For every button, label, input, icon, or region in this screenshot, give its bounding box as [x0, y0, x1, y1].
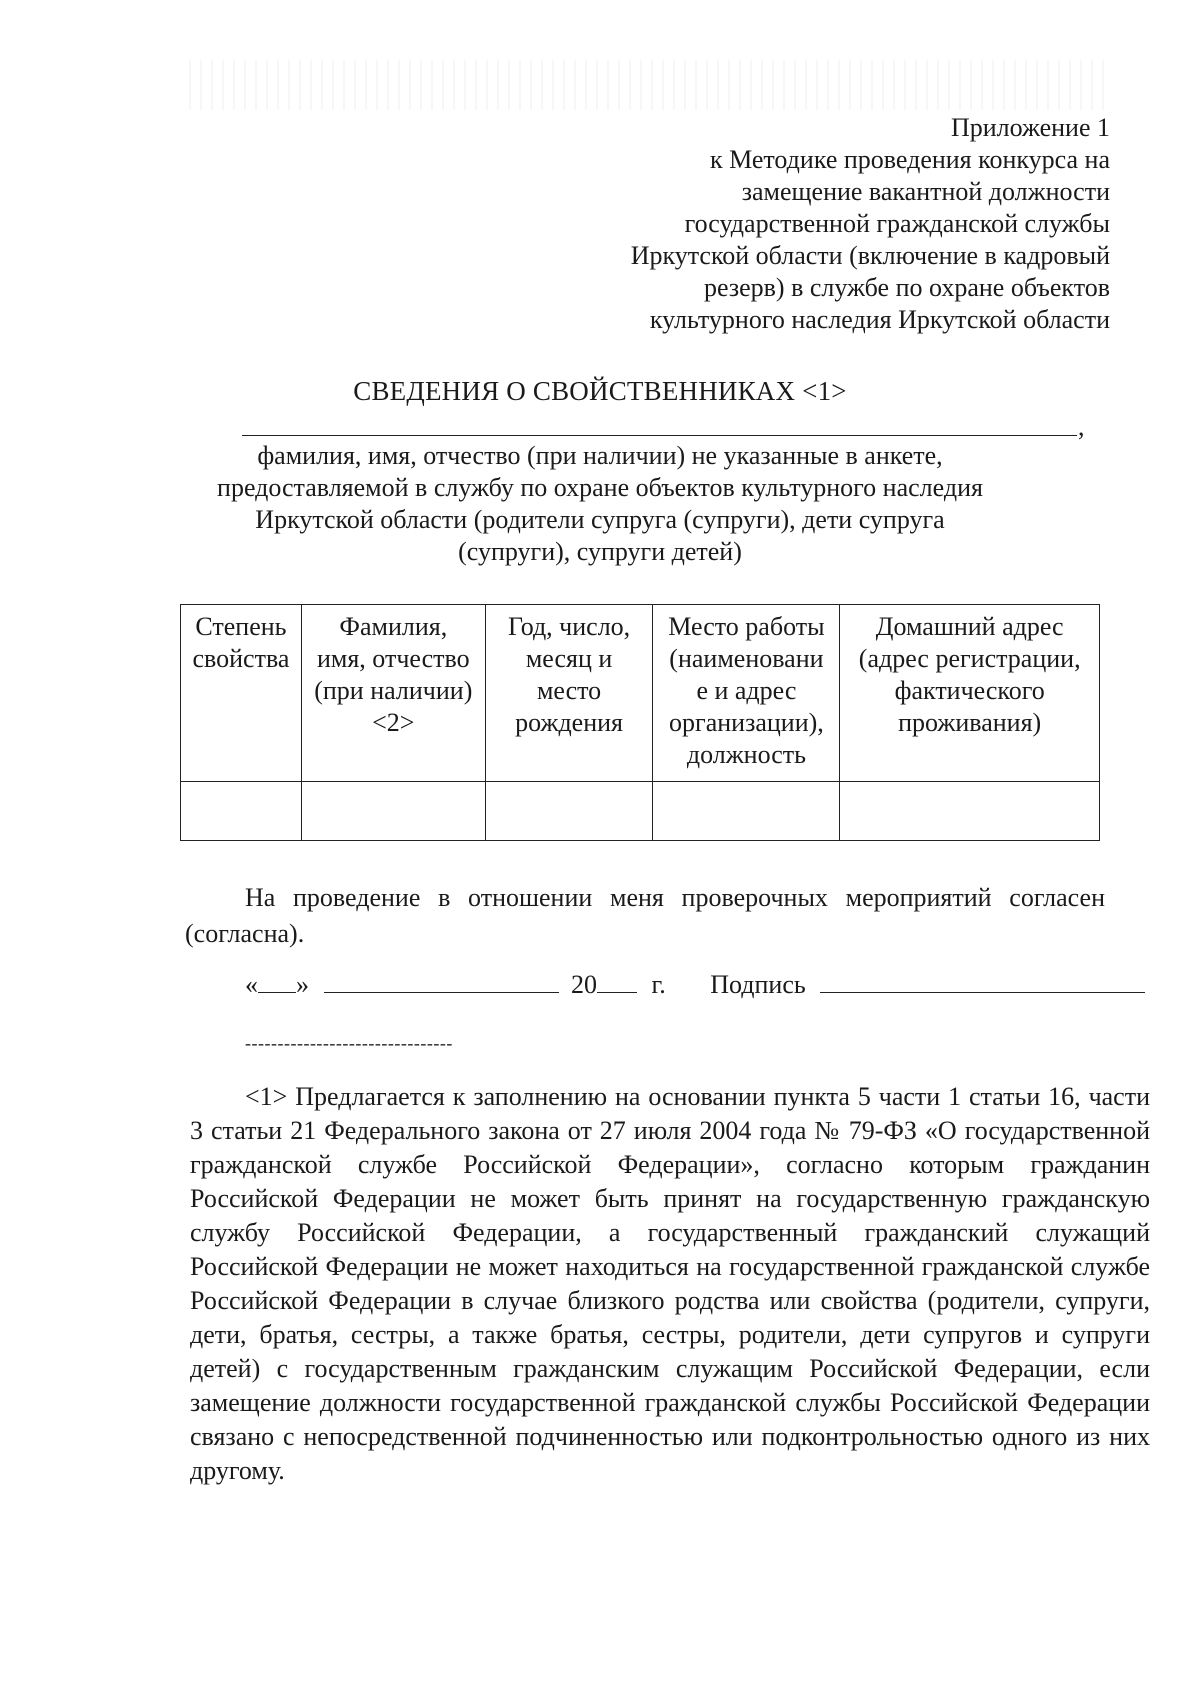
header-text: рождения [515, 708, 623, 737]
header-text: (адрес регистрации, [858, 644, 1081, 673]
header-text: свойства [192, 644, 290, 673]
caption-line: фамилия, имя, отчество (при наличии) не указанные в анкете, [257, 441, 943, 470]
consent-statement: На проведение в отношении меня проверочных мероприятий согласен (согласна). [185, 883, 1105, 948]
table-header-row [181, 605, 1100, 782]
header-text: фактического [894, 676, 1045, 705]
header-degree [181, 605, 302, 782]
annex-line: государственной гражданской службы [684, 209, 1110, 238]
name-blank-field[interactable] [242, 405, 1077, 436]
annex-line: резерв) в службе по охране объектов [703, 273, 1110, 302]
header-text: <2> [372, 708, 415, 737]
document-title: СВЕДЕНИЯ О СВОЙСТВЕННИКАХ <1> [353, 376, 847, 406]
header-address [840, 605, 1100, 782]
header-text: Домашний адрес [875, 612, 1064, 641]
table-cell-empty[interactable] [840, 782, 1100, 841]
year-blank[interactable] [597, 972, 637, 993]
table-cell-empty[interactable] [301, 782, 485, 841]
header-text: (при наличии) [314, 676, 473, 705]
table-cell-empty[interactable] [653, 782, 840, 841]
header-text: имя, отчество [316, 644, 470, 673]
table-cell-empty[interactable] [181, 782, 302, 841]
signature-label: Подпись [710, 970, 806, 999]
date-signature-line [245, 970, 1145, 1000]
annex-line: культурного наследия Иркутской области [649, 305, 1110, 334]
relatives-table [180, 604, 1100, 841]
footnote-separator: -------------------------------- [245, 1033, 453, 1053]
footnote-1: <1> Предлагается к заполнению на основании пункта 5 части 1 статьи 16, части 3 статьи 21 Федерального закона от 27 июля 2004 года № 79-ФЗ «О государственной гражданской службе Российской Федерации», согласно которым гражданин Российской Федерации не может быть принят на государственную гражданскую службу Российской Федерации, а государственный гражданский служащий Российской Федерации не может находиться на государственной гражданской службе Российской Федерации в случае близкого родства или свойства (родители, супруги, дети, братья, сестры, а также братья, сестры, родители, дети супругов и супруги детей) с государственным гражданским служащим Российской Федерации, если замещение должности государственной гражданской службы Российской Федерации связано с непосредственной подчиненностью или подконтрольностью одного из них другому. [190, 1082, 1150, 1485]
header-workplace [653, 605, 840, 782]
annex-line: Приложение 1 [950, 113, 1110, 142]
annex-header [410, 112, 1110, 336]
caption-line: (супруги), супруги детей) [458, 537, 742, 566]
header-birth [485, 605, 653, 782]
caption-line: Иркутской области (родители супруга (супруги), дети супруга [255, 505, 945, 534]
day-blank[interactable] [258, 972, 296, 993]
year-prefix: 20 [571, 970, 597, 999]
month-blank[interactable] [324, 972, 559, 993]
table-row [181, 782, 1100, 841]
annex-line: замещение вакантной должности [741, 177, 1110, 206]
table-cell-empty[interactable] [485, 782, 653, 841]
header-text: (наименовани [669, 644, 824, 673]
name-field-comma: , [1078, 412, 1085, 441]
caption-line: предоставляемой в службу по охране объектов культурного наследия [217, 473, 983, 502]
annex-line: к Методике проведения конкурса на [709, 145, 1110, 174]
header-full-name [301, 605, 485, 782]
header-text: Место работы [668, 612, 825, 641]
header-text: Фамилия, [339, 612, 448, 641]
scan-artifact [180, 60, 1110, 110]
header-text: Степень [195, 612, 287, 641]
header-text: должность [686, 740, 806, 769]
header-text: е и адрес [696, 676, 797, 705]
header-text: месяц и [525, 644, 613, 673]
date-quote-open: « [245, 970, 258, 999]
year-suffix: г. [651, 970, 666, 999]
header-text: проживания) [898, 708, 1042, 737]
name-field-caption [150, 440, 1050, 568]
header-text: Год, число, [507, 612, 631, 641]
header-text: место [536, 676, 602, 705]
date-quote-close: » [296, 970, 309, 999]
annex-line: Иркутской области (включение в кадровый [630, 241, 1110, 270]
header-text: организации), [669, 708, 824, 737]
signature-blank[interactable] [820, 972, 1145, 993]
